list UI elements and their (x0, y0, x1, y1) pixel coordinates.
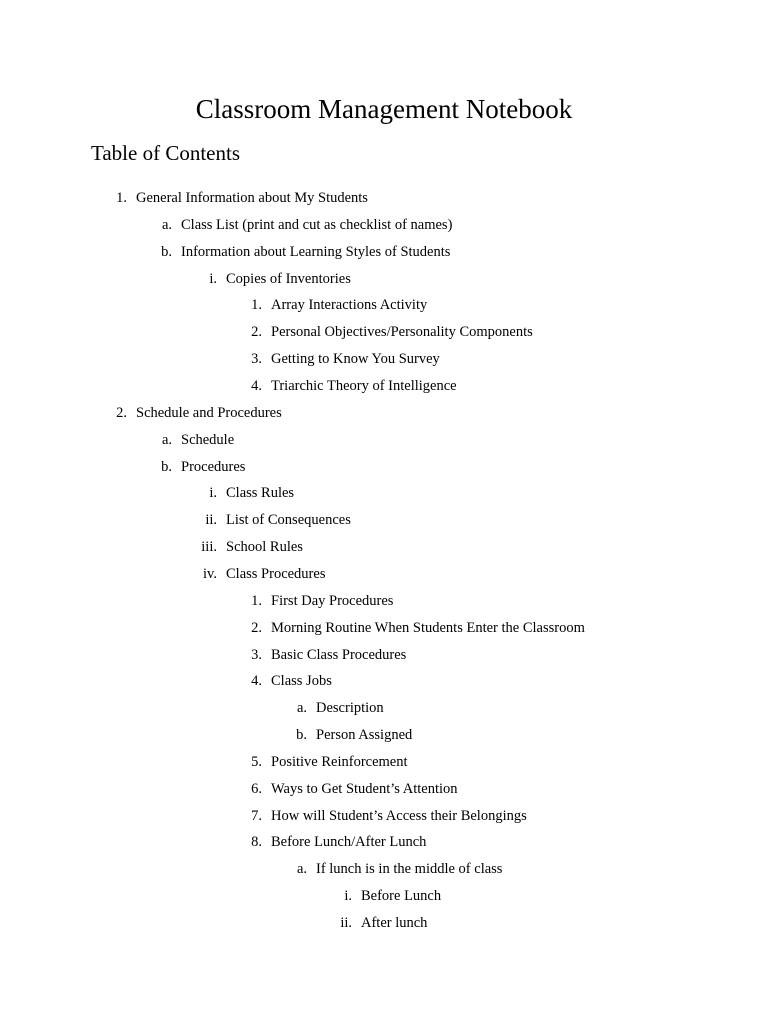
toc-entry-number: 7. (251, 807, 262, 824)
toc-entry (0, 751, 768, 773)
toc-entry (0, 590, 768, 612)
toc-entry (0, 187, 768, 209)
toc-entry-number: 2. (251, 619, 262, 636)
toc-entry-text: Ways to Get Student’s Attention (271, 780, 458, 797)
toc-entry-number: 1. (116, 190, 127, 206)
toc-entry-text: How will Student’s Access their Belongings (271, 807, 527, 824)
toc-entry-number: i. (209, 270, 217, 287)
toc-entry (0, 375, 768, 397)
toc-entry-number: 8. (251, 834, 262, 851)
toc-entry-number: b. (161, 243, 172, 260)
toc-entry-text: If lunch is in the middle of class (316, 861, 503, 878)
toc-entry-text: Person Assigned (316, 727, 413, 743)
toc-entry-number: i. (344, 888, 352, 905)
toc-entry-text: Procedures (181, 458, 246, 475)
toc-entry-text: Class Jobs (271, 673, 332, 690)
toc-entry (0, 482, 768, 504)
toc-entry (0, 348, 768, 370)
toc-entry (0, 805, 768, 827)
toc-entry-number: iii. (201, 539, 217, 555)
toc-entry-number: a. (161, 216, 172, 233)
toc-entry (0, 268, 768, 290)
toc-entry-text: Array Interactions Activity (271, 297, 428, 314)
toc-entry-text: General Information about My Students (136, 190, 368, 206)
toc-entry-text: Triarchic Theory of Intelligence (271, 378, 457, 394)
toc-entry (0, 536, 768, 558)
toc-entry-text: School Rules (226, 539, 303, 555)
toc-entry-text: Copies of Inventories (226, 270, 351, 287)
toc-entry (0, 429, 768, 451)
toc-entry-number: 3. (251, 646, 262, 663)
toc-entry-text: Getting to Know You Survey (271, 351, 440, 368)
toc-entry-number: 2. (251, 324, 262, 341)
toc-entry-number: 2. (116, 404, 127, 421)
toc-entry-number: 1. (251, 592, 262, 609)
toc-entry (0, 670, 768, 692)
toc-entry-number: b. (296, 727, 307, 743)
toc-entry-number: ii. (205, 512, 217, 529)
toc-entry-number: 6. (251, 780, 262, 797)
toc-entry-text: Class Procedures (226, 565, 326, 582)
toc-entry-text: Class List (print and cut as checklist of names) (181, 216, 453, 233)
toc-entry (0, 402, 768, 424)
toc-entry-number: b. (161, 458, 172, 475)
toc-entry (0, 214, 768, 236)
toc-entry-text: Basic Class Procedures (271, 646, 407, 663)
toc-entry-text: Class Rules (226, 485, 295, 502)
toc-entry-number: a. (161, 431, 172, 448)
toc-entry-number: 1. (251, 297, 262, 314)
toc-entry (0, 241, 768, 263)
toc-entry (0, 321, 768, 343)
toc-entry (0, 294, 768, 316)
toc-entry (0, 831, 768, 853)
toc-entry-text: Schedule and Procedures (136, 404, 282, 421)
toc-entry-text: Morning Routine When Students Enter the Classroom (271, 619, 585, 636)
toc-entry-text: List of Consequences (226, 512, 351, 529)
toc-entry (0, 778, 768, 800)
toc-entry-number: a. (296, 700, 307, 717)
toc-entry (0, 617, 768, 639)
toc-entry-text: Information about Learning Styles of Students (181, 243, 451, 260)
toc-entry (0, 724, 768, 746)
toc-entry-text: Before Lunch (361, 888, 442, 905)
toc-entry-number: iv. (203, 565, 217, 582)
toc-heading: Table of Contents (91, 141, 240, 165)
toc-entry-text: After lunch (361, 915, 428, 931)
toc-entry (0, 912, 768, 934)
toc-entry-number: 4. (251, 673, 262, 690)
toc-entry (0, 697, 768, 719)
toc-entry-number: 5. (251, 753, 262, 770)
toc-entry (0, 563, 768, 585)
toc-entry-text: Description (316, 700, 384, 717)
toc-entry-number: i. (209, 485, 217, 502)
toc-entry-number: 4. (251, 378, 262, 394)
toc-entry (0, 644, 768, 666)
toc-entry-text: Positive Reinforcement (271, 753, 408, 770)
toc-entry-text: Before Lunch/After Lunch (271, 834, 427, 851)
toc-entry-number: 3. (251, 351, 262, 368)
toc-entry-number: ii. (340, 915, 352, 931)
toc-entry-text: Personal Objectives/Personality Components (271, 324, 533, 341)
toc-entry (0, 885, 768, 907)
toc-entry (0, 858, 768, 880)
toc-entry-number: a. (296, 861, 307, 878)
toc-entry (0, 456, 768, 478)
toc-entry-text: Schedule (181, 431, 235, 448)
toc-entry-text: First Day Procedures (271, 592, 394, 609)
toc-entry (0, 509, 768, 531)
document-title: Classroom Management Notebook (195, 94, 573, 124)
